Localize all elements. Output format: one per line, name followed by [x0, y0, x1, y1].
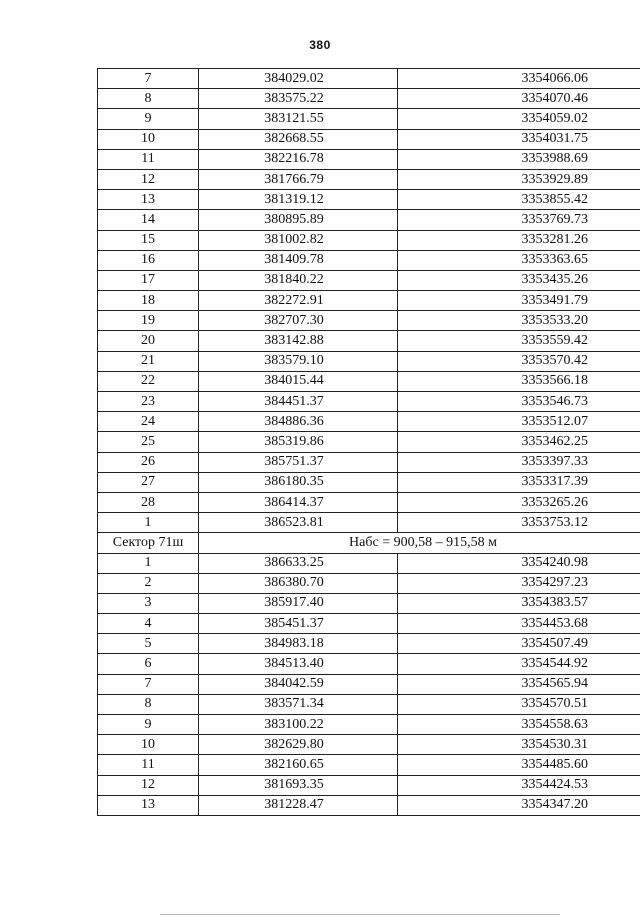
- x-coordinate-cell: 384513.40: [199, 654, 398, 674]
- point-number-cell: 9: [98, 109, 199, 129]
- x-coordinate-cell: 384042.59: [199, 674, 398, 694]
- x-coordinate-cell: 382707.30: [199, 311, 398, 331]
- table-row: [98, 735, 640, 755]
- point-number-cell: 6: [98, 654, 199, 674]
- table-row: [98, 674, 640, 694]
- point-number-cell: 4: [98, 614, 199, 634]
- table-row: [98, 311, 640, 331]
- y-coordinate-cell: 3354570.51: [398, 694, 640, 714]
- point-number-cell: 3: [98, 593, 199, 613]
- page-bottom-line: [160, 914, 560, 915]
- x-coordinate-cell: 381319.12: [199, 190, 398, 210]
- x-coordinate-cell: 386633.25: [199, 553, 398, 573]
- y-coordinate-cell: 3354507.49: [398, 634, 640, 654]
- y-coordinate-cell: 3353435.26: [398, 270, 640, 290]
- x-coordinate-cell: 382272.91: [199, 291, 398, 311]
- table-row: [98, 230, 640, 250]
- x-coordinate-cell: 384451.37: [199, 392, 398, 412]
- point-number-cell: 25: [98, 432, 199, 452]
- table-row: [98, 190, 640, 210]
- point-number-cell: 10: [98, 129, 199, 149]
- y-coordinate-cell: 3353363.65: [398, 250, 640, 270]
- table-row: [98, 694, 640, 714]
- x-coordinate-cell: 385917.40: [199, 593, 398, 613]
- y-coordinate-cell: 3353769.73: [398, 210, 640, 230]
- x-coordinate-cell: 381840.22: [199, 270, 398, 290]
- point-number-cell: 11: [98, 755, 199, 775]
- x-coordinate-cell: 384886.36: [199, 412, 398, 432]
- table-row: [98, 109, 640, 129]
- x-coordinate-cell: 380895.89: [199, 210, 398, 230]
- y-coordinate-cell: 3354066.06: [398, 69, 640, 89]
- y-coordinate-cell: 3353546.73: [398, 392, 640, 412]
- y-coordinate-cell: 3354565.94: [398, 674, 640, 694]
- point-number-cell: 15: [98, 230, 199, 250]
- table-row: [98, 492, 640, 512]
- table-row: [98, 331, 640, 351]
- point-number-cell: 19: [98, 311, 199, 331]
- y-coordinate-cell: 3354485.60: [398, 755, 640, 775]
- y-coordinate-cell: 3354347.20: [398, 795, 640, 815]
- table-row: [98, 755, 640, 775]
- y-coordinate-cell: 3353559.42: [398, 331, 640, 351]
- y-coordinate-cell: 3353855.42: [398, 190, 640, 210]
- y-coordinate-cell: 3353512.07: [398, 412, 640, 432]
- table-row: [98, 371, 640, 391]
- sector-label: Сектор 71ш: [98, 533, 199, 553]
- point-number-cell: 10: [98, 735, 199, 755]
- y-coordinate-cell: 3354383.57: [398, 593, 640, 613]
- sector-height-range: Набс = 900,58 – 915,58 м: [199, 533, 640, 553]
- x-coordinate-cell: 385451.37: [199, 614, 398, 634]
- y-coordinate-cell: 3354240.98: [398, 553, 640, 573]
- point-number-cell: 23: [98, 392, 199, 412]
- point-number-cell: 8: [98, 694, 199, 714]
- y-coordinate-cell: 3354031.75: [398, 129, 640, 149]
- point-number-cell: 2: [98, 573, 199, 593]
- table-row: [98, 513, 640, 533]
- point-number-cell: 20: [98, 331, 199, 351]
- point-number-cell: 1: [98, 513, 199, 533]
- y-coordinate-cell: 3353533.20: [398, 311, 640, 331]
- x-coordinate-cell: 384015.44: [199, 371, 398, 391]
- table-row: [98, 715, 640, 735]
- table-row: [98, 573, 640, 593]
- point-number-cell: 28: [98, 492, 199, 512]
- x-coordinate-cell: 384029.02: [199, 69, 398, 89]
- table-row: [98, 412, 640, 432]
- x-coordinate-cell: 383579.10: [199, 351, 398, 371]
- point-number-cell: 12: [98, 775, 199, 795]
- y-coordinate-cell: 3353462.25: [398, 432, 640, 452]
- x-coordinate-cell: 382216.78: [199, 149, 398, 169]
- y-coordinate-cell: 3353265.26: [398, 492, 640, 512]
- table-row: [98, 452, 640, 472]
- x-coordinate-cell: 381693.35: [199, 775, 398, 795]
- coordinates-table-body: [98, 69, 640, 816]
- point-number-cell: 13: [98, 190, 199, 210]
- point-number-cell: 16: [98, 250, 199, 270]
- y-coordinate-cell: 3354544.92: [398, 654, 640, 674]
- x-coordinate-cell: 385319.86: [199, 432, 398, 452]
- x-coordinate-cell: 386414.37: [199, 492, 398, 512]
- point-number-cell: 22: [98, 371, 199, 391]
- point-number-cell: 8: [98, 89, 199, 109]
- y-coordinate-cell: 3354530.31: [398, 735, 640, 755]
- table-row: [98, 795, 640, 815]
- point-number-cell: 27: [98, 472, 199, 492]
- point-number-cell: 7: [98, 674, 199, 694]
- x-coordinate-cell: 381409.78: [199, 250, 398, 270]
- table-row: [98, 775, 640, 795]
- table-row: [98, 553, 640, 573]
- point-number-cell: 13: [98, 795, 199, 815]
- y-coordinate-cell: 3354424.53: [398, 775, 640, 795]
- point-number-cell: 26: [98, 452, 199, 472]
- table-row: [98, 432, 640, 452]
- x-coordinate-cell: 386380.70: [199, 573, 398, 593]
- y-coordinate-cell: 3353570.42: [398, 351, 640, 371]
- y-coordinate-cell: 3353988.69: [398, 149, 640, 169]
- point-number-cell: 24: [98, 412, 199, 432]
- point-number-cell: 18: [98, 291, 199, 311]
- x-coordinate-cell: 381002.82: [199, 230, 398, 250]
- x-coordinate-cell: 383571.34: [199, 694, 398, 714]
- point-number-cell: 5: [98, 634, 199, 654]
- table-row: [98, 291, 640, 311]
- x-coordinate-cell: 386180.35: [199, 472, 398, 492]
- x-coordinate-cell: 383100.22: [199, 715, 398, 735]
- x-coordinate-cell: 383121.55: [199, 109, 398, 129]
- page-number: 380: [309, 38, 331, 52]
- table-row: [98, 270, 640, 290]
- point-number-cell: 12: [98, 169, 199, 189]
- table-row: [98, 392, 640, 412]
- x-coordinate-cell: 382160.65: [199, 755, 398, 775]
- table-row: [98, 593, 640, 613]
- y-coordinate-cell: 3354558.63: [398, 715, 640, 735]
- table-row: [98, 129, 640, 149]
- y-coordinate-cell: 3353317.39: [398, 472, 640, 492]
- y-coordinate-cell: 3354059.02: [398, 109, 640, 129]
- x-coordinate-cell: 382629.80: [199, 735, 398, 755]
- y-coordinate-cell: 3354453.68: [398, 614, 640, 634]
- table-row: [98, 250, 640, 270]
- point-number-cell: 7: [98, 69, 199, 89]
- point-number-cell: 11: [98, 149, 199, 169]
- point-number-cell: 9: [98, 715, 199, 735]
- table-row: [98, 149, 640, 169]
- sector-header-row: [98, 533, 640, 553]
- table-row: [98, 654, 640, 674]
- y-coordinate-cell: 3353397.33: [398, 452, 640, 472]
- table-row: [98, 210, 640, 230]
- y-coordinate-cell: 3353566.18: [398, 371, 640, 391]
- table-row: [98, 634, 640, 654]
- point-number-cell: 1: [98, 553, 199, 573]
- y-coordinate-cell: 3353929.89: [398, 169, 640, 189]
- table-row: [98, 351, 640, 371]
- x-coordinate-cell: 383142.88: [199, 331, 398, 351]
- table-row: [98, 472, 640, 492]
- x-coordinate-cell: 385751.37: [199, 452, 398, 472]
- x-coordinate-cell: 381228.47: [199, 795, 398, 815]
- table-row: [98, 169, 640, 189]
- table-row: [98, 69, 640, 89]
- table-row: [98, 614, 640, 634]
- y-coordinate-cell: 3354297.23: [398, 573, 640, 593]
- x-coordinate-cell: 383575.22: [199, 89, 398, 109]
- y-coordinate-cell: 3353281.26: [398, 230, 640, 250]
- x-coordinate-cell: 382668.55: [199, 129, 398, 149]
- x-coordinate-cell: 381766.79: [199, 169, 398, 189]
- point-number-cell: 17: [98, 270, 199, 290]
- x-coordinate-cell: 386523.81: [199, 513, 398, 533]
- point-number-cell: 14: [98, 210, 199, 230]
- y-coordinate-cell: 3353753.12: [398, 513, 640, 533]
- point-number-cell: 21: [98, 351, 199, 371]
- y-coordinate-cell: 3353491.79: [398, 291, 640, 311]
- x-coordinate-cell: 384983.18: [199, 634, 398, 654]
- coordinates-table: [97, 68, 640, 816]
- table-row: [98, 89, 640, 109]
- y-coordinate-cell: 3354070.46: [398, 89, 640, 109]
